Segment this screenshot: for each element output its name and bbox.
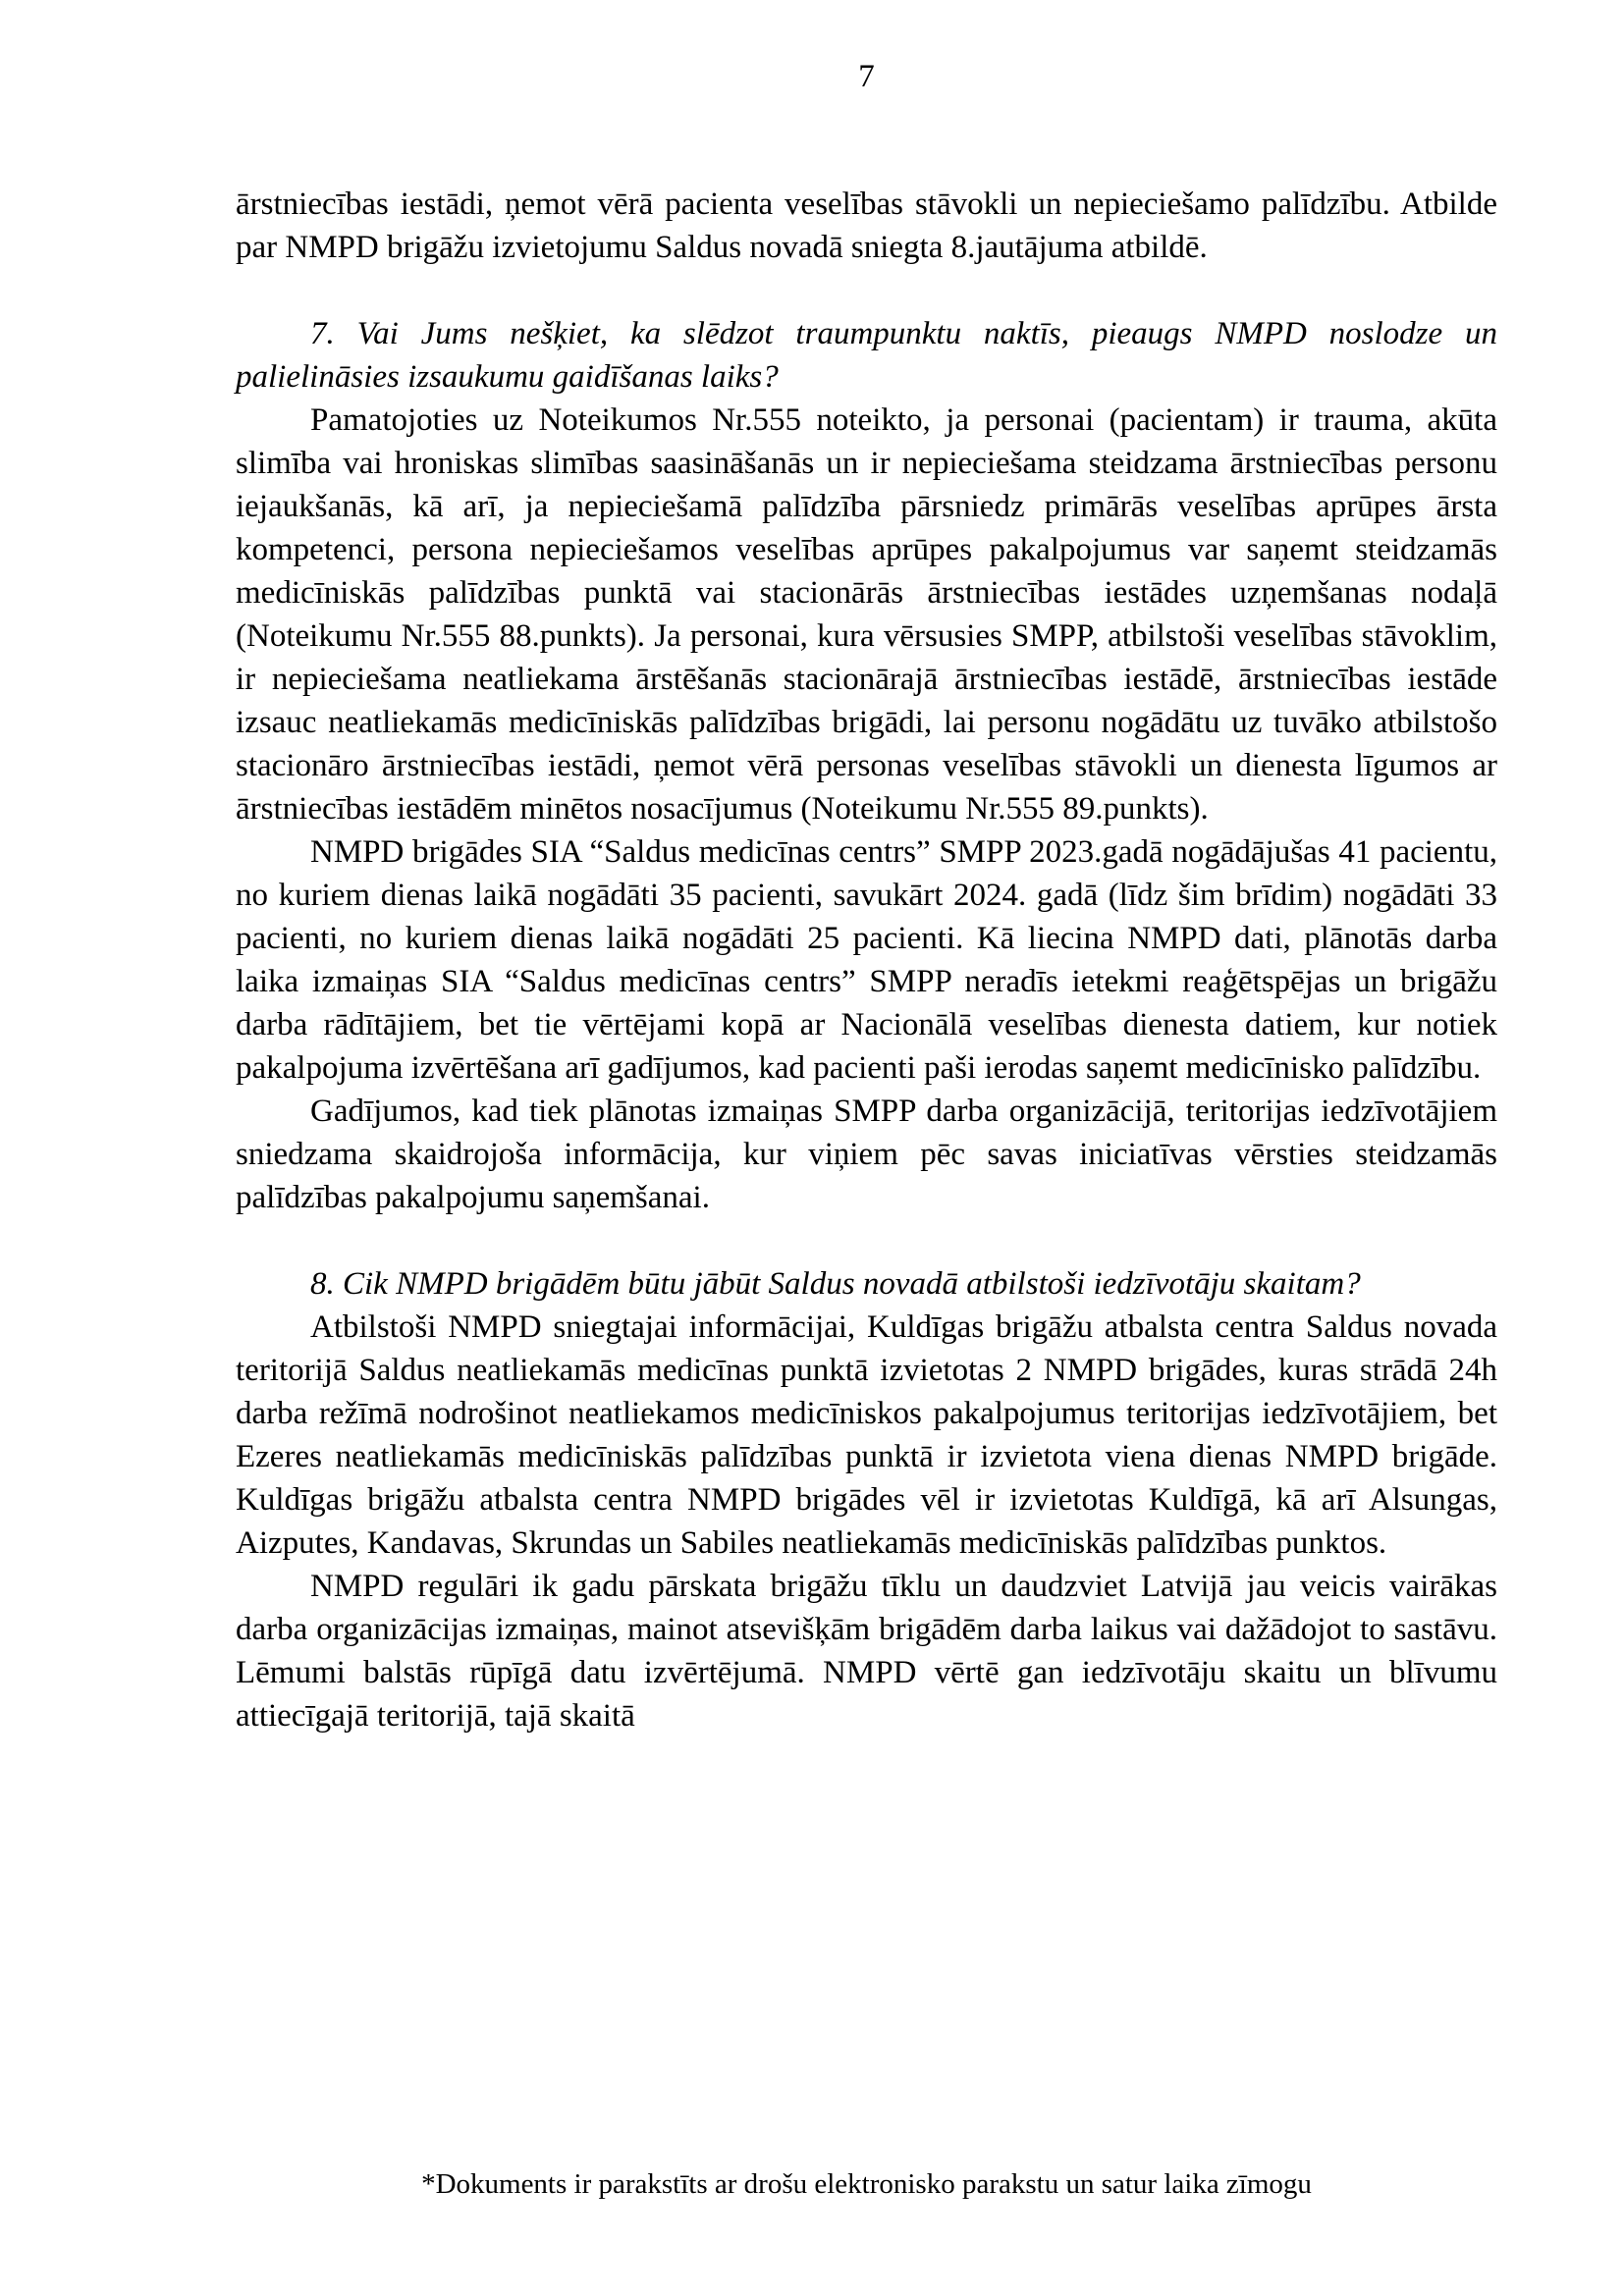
paragraph-intro-continuation: ārstniecības iestādi, ņemot vērā pacienta veselības stāvokli un nepieciešamo palīdzību. Atbilde par NMPD brigāžu izvietojumu Saldus novadā sniegta 8.jautājuma atbildē. [236,187,1497,265]
question-7-paragraph-2: NMPD brigādes SIA “Saldus medicīnas centrs” SMPP 2023.gadā nogādājušas 41 pacientu, no kuriem dienas laikā nogādāti 35 pacienti, savukārt 2024. gadā (līdz šim brīdim) nogādāti 33 pacienti, no kuriem dienas laikā nogādāti 25 pacienti. Kā liecina NMPD dati, plānotās darba laika izmaiņas SIA “Saldus medicīnas centrs” SMPP neradīs ietekmi reaģētspējas un brigāžu darba rādītājiem, bet tie vērtējami kopā ar Nacionālā veselības dienesta datiem, kur notiek pakalpojuma izvērtēšana arī gadījumos, kad pacienti paši ierodas saņemt medicīnisko palīdzību. [236,834,1497,1086]
question-7-paragraph-1: Pamatojoties uz Noteikumos Nr.555 noteikto, ja personai (pacientam) ir trauma, akūta slimība vai hroniskas slimības saasināšanās un ir nepieciešama steidzama ārstniecības personu iejaukšanās, kā arī, ja nepieciešamā palīdzība pārsniedz primārās veselības aprūpes ārsta kompetenci, persona nepieciešamos veselības aprūpes pakalpojumus var saņemt steidzamās medicīniskās palīdzības punktā vai stacionārās ārstniecības iestādes uzņemšanas nodaļā (Noteikumu Nr.555 88.punkts). Ja personai, kura vērsusies SMPP, atbilstoši veselības stāvoklim, ir nepieciešama neatliekama ārstēšanās stacionārajā ārstniecības iestādē, ārstniecības iestāde izsauc neatliekamās medicīniskās palīdzības brigādi, lai personu nogādātu uz tuvāko atbilstošo stacionāro ārstniecības iestādi, ņemot vērā personas veselības stāvokli un dienesta līgumos ar ārstniecības iestādēm minētos nosacījumus (Noteikumu Nr.555 89.punkts). [236,402,1497,827]
signature-footer-note: *Dokuments ir parakstīts ar drošu elektronisko parakstu un satur laika zīmogu [421,2168,1312,2200]
document-content [236,183,1497,1737]
question-7-paragraph-3: Gadījumos, kad tiek plānotas izmaiņas SMPP darba organizācijā, teritorijas iedzīvotājiem sniedzama skaidrojoša informācija, kur viņiem pēc savas iniciatīvas vērsties steidzamās palīdzības pakalpojumu saņemšanai. [236,1094,1497,1215]
question-7-heading: 7. Vai Jums nešķiet, ka slēdzot traumpunktu naktīs, pieaugs NMPD noslodze un palielināsies izsaukumu gaidīšanas laiks? [236,316,1497,395]
page-number: 7 [858,59,875,94]
question-8-paragraph-1: Atbilstoši NMPD sniegtajai informācijai, Kuldīgas brigāžu atbalsta centra Saldus novada teritorijā Saldus neatliekamās medicīnas punktā izvietotas 2 NMPD brigādes, kuras strādā 24h darba režīmā nodrošinot neatliekamos medicīniskos pakalpojumus teritorijas iedzīvotājiem, bet Ezeres neatliekamās medicīniskās palīdzības punktā ir izvietota viena dienas NMPD brigāde. Kuldīgas brigāžu atbalsta centra NMPD brigādes vēl ir izvietotas Kuldīgā, kā arī Alsungas, Aizputes, Kandavas, Skrundas un Sabiles neatliekamās medicīniskās palīdzības punktos. [236,1309,1497,1561]
question-8-heading: 8. Cik NMPD brigādēm būtu jābūt Saldus novadā atbilstoši iedzīvotāju skaitam? [310,1266,1361,1302]
question-8-paragraph-2: NMPD regulāri ik gadu pārskata brigāžu tīklu un daudzviet Latvijā jau veicis vairākas darba organizācijas izmaiņas, mainot atsevišķām brigādēm darba laikus vai dažādojot to sastāvu. Lēmumi balstās rūpīgā datu izvērtējumā. NMPD vērtē gan iedzīvotāju skaitu un blīvumu attiecīgajā teritorijā, tajā skaitā [236,1569,1497,1734]
